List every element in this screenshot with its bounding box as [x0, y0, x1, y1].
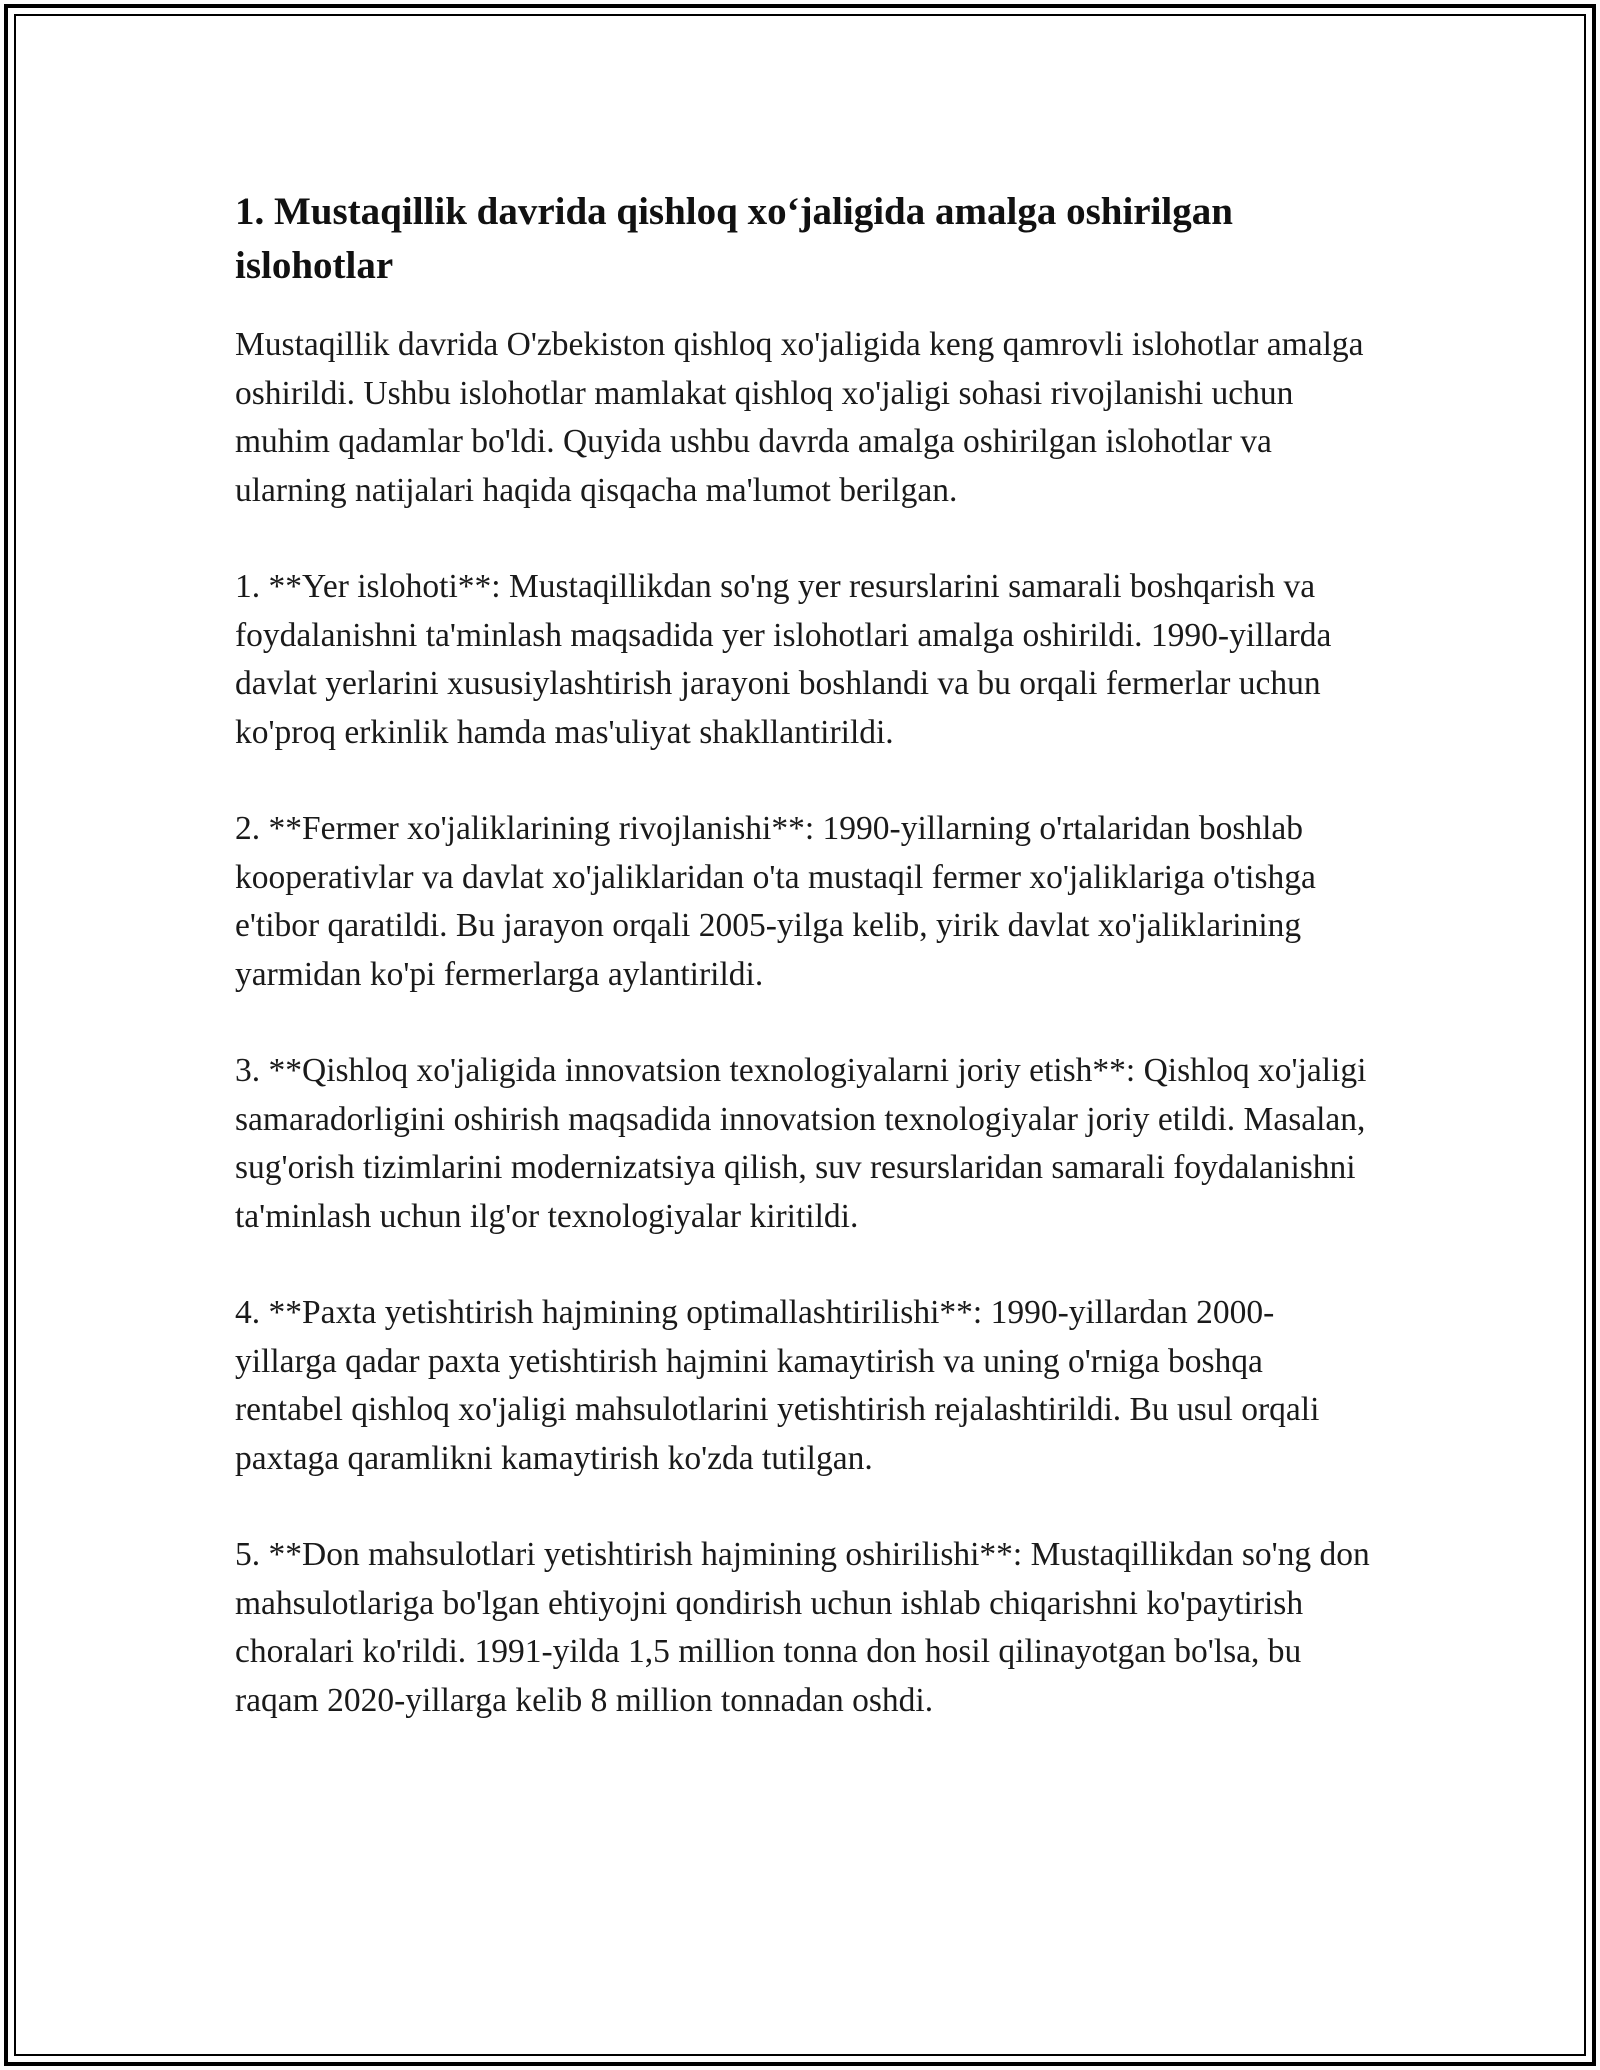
- list-item-farm-development: 2. **Fermer xo'jaliklarining rivojlanishi**: 1990-yillarning o'rtalaridan boshlab kooperativlar va davlat xo'jaliklaridan o'ta mustaqil fermer xo'jaliklariga o'tishga e'tibor qaratildi. Bu jarayon orqali 2005-yilga kelib, yirik davlat xo'jaliklarining yarmidan ko'pi fermerlarga aylantirildi.: [235, 810, 1316, 993]
- document-page: [235, 185, 1375, 1773]
- list-item-land-reform: 1. **Yer islohoti**: Mustaqillikdan so'ng yer resurslarini samarali boshqarish va foydalanishni ta'minlash maqsadida yer islohotlari amalga oshirildi. 1990-yillarda davlat yerlarini xususiylashtirish jarayoni boshlandi va bu orqali fermerlar uchun ko'proq erkinlik hamda mas'uliyat shakllantirildi.: [235, 568, 1332, 751]
- list-item-cotton-optimization: 4. **Paxta yetishtirish hajmining optimallashtirilishi**: 1990-yillardan 2000-yillarga qadar paxta yetishtirish hajmini kamaytirish va uning o'rniga boshqa rentabel qishloq xo'jaligi mahsulotlarini yetishtirish rejalashtirildi. Bu usul orqali paxtaga qaramlikni kamaytirish ko'zda tutilgan.: [235, 1294, 1320, 1477]
- document-title: 1. Mustaqillik davrida qishloq xo‘jaligida amalga oshirilgan islohotlar: [235, 190, 1233, 287]
- list-item-grain-increase: 5. **Don mahsulotlari yetishtirish hajmining oshirilishi**: Mustaqillikdan so'ng don mahsulotlariga bo'lgan ehtiyojni qondirish uchun ishlab chiqarishni ko'paytirish choralari ko'rildi. 1991-yilda 1,5 million tonna don hosil qilinayotgan bo'lsa, bu raqam 2020-yillarga kelib 8 million tonnadan oshdi.: [235, 1536, 1370, 1719]
- intro-paragraph: Mustaqillik davrida O'zbekiston qishloq xo'jaligida keng qamrovli islohotlar amalga oshirildi. Ushbu islohotlar mamlakat qishloq xo'jaligi sohasi rivojlanishi uchun muhim qadamlar bo'ldi. Quyida ushbu davrda amalga oshirilgan islohotlar va ularning natijalari haqida qisqacha ma'lumot berilgan.: [235, 326, 1364, 509]
- list-item-innovation: 3. **Qishloq xo'jaligida innovatsion texnologiyalarni joriy etish**: Qishloq xo'jaligi samaradorligini oshirish maqsadida innovatsion texnologiyalar joriy etildi. Masalan, sug'orish tizimlarini modernizatsiya qilish, suv resurslaridan samarali foydalanishni ta'minlash uchun ilg'or texnologiyalar kiritildi.: [235, 1052, 1367, 1235]
